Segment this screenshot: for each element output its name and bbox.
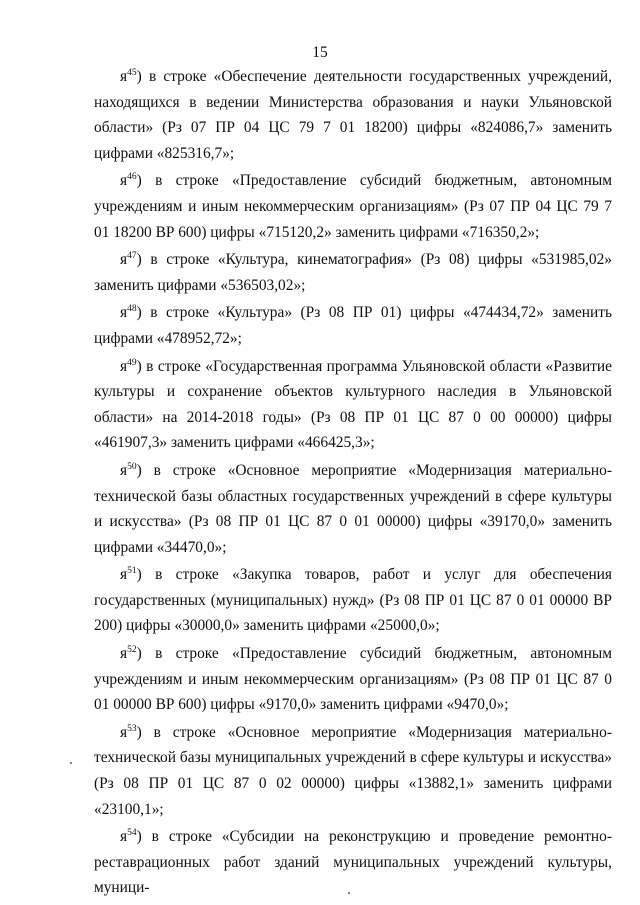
item-letter: я (120, 172, 128, 190)
item-letter: я (120, 461, 128, 479)
amendment-paragraph: $я^{51}$) в строке «Закупка товаров, работ и услуг для обеспечения государственных (муниципальных) нужд» (Рз 08 ПР 01 ЦС 87 0 01 00000 ВР 200) цифры «30000,0» заменить цифрами «25000,0»; (94, 566, 612, 635)
item-text: в строке «Культура» (Рз 08 ПР 01) цифры «474434,72» заменить цифрами «478952,72»; (94, 304, 612, 347)
item-text: в строке «Культура, кинематография» (Рз 08) цифры «531985,02» заменить цифрами «536503,02»; (94, 251, 612, 294)
item-letter: я (120, 645, 128, 663)
item-text: в строке «Обеспечение деятельности государственных учреждений, находящихся в ведении Министерства образования и науки Ульяновской области» (Рз 07 ПР 04 ЦС 79 7 01 18200) цифры «824086,7» заменить цифрами «825316,7»; (94, 68, 612, 162)
amendment-paragraph: $я^{53}$) в строке «Основное мероприятие «Модернизация материально-технической базы муниципальных учреждений в сфере культуры и искусства» (Рз 08 ПР 01 ЦС 87 0 02 00000) цифры «13882,1» заменить цифрами «23100,1»; (94, 723, 612, 818)
amendment-paragraph: $я^{54}$) в строке «Субсидии на реконструкцию и проведение ремонтно-реставрационных работ зданий муниципальных учреждений культуры, муници- (94, 828, 612, 897)
item-text: в строке «Предоставление субсидий бюджетным, автономным учреждениям и иным некоммерческим организациям» (Рз 08 ПР 01 ЦС 87 0 01 00000 ВР 600) цифры «9170,0» заменить цифрами «9470,0»; (94, 645, 612, 714)
item-number: 45 (127, 67, 137, 78)
scan-speck (348, 892, 350, 894)
item-number: 51 (127, 566, 137, 577)
item-letter: я (120, 357, 128, 375)
item-number: 54 (127, 828, 137, 839)
item-number: 50 (127, 461, 137, 472)
item-number: 49 (127, 357, 137, 368)
item-number: 48 (127, 304, 137, 315)
item-number: 52 (127, 644, 137, 655)
amendment-paragraph: $я^{49}$) в строке «Государственная программа Ульяновской области «Развитие культуры и сохранение объектов культурного наследия в Ульяновской области» на 2014-2018 годы» (Рз 08 ПР 01 ЦС 87 0 00 00000) цифры «461907,3» заменить цифрами «466425,3»; (94, 357, 612, 452)
item-letter: я (120, 723, 128, 741)
item-letter: я (120, 566, 128, 584)
amendment-paragraph: $я^{48}$) в строке «Культура» (Рз 08 ПР 01) цифры «474434,72» заменить цифрами «478952,72»; (94, 304, 612, 347)
item-letter: я (120, 251, 128, 269)
scan-speck (70, 762, 72, 764)
item-text: в строке «Основное мероприятие «Модернизация материально-технической базы областных государственных учреждений в сфере культуры и искусства» (Рз 08 ПР 01 ЦС 87 0 01 00000) цифры «39170,0» заменить цифрами «34470,0»; (94, 461, 612, 556)
item-text: в строке «Основное мероприятие «Модернизация материально-технической базы муниципальных учреждений в сфере культуры и искусства» (Рз 08 ПР 01 ЦС 87 0 02 00000) цифры «13882,1» заменить цифрами «23100,1»; (94, 723, 612, 818)
item-text: в строке «Государственная программа Ульяновской области «Развитие культуры и сохранение объектов культурного наследия в Ульяновской области» на 2014-2018 годы» (Рз 08 ПР 01 ЦС 87 0 00 00000) цифры «461907,3» заменить цифрами «466425,3»; (94, 357, 612, 452)
item-number: 46 (127, 172, 137, 183)
amendment-paragraph: $я^{50}$) в строке «Основное мероприятие «Модернизация материально-технической базы областных государственных учреждений в сфере культуры и искусства» (Рз 08 ПР 01 ЦС 87 0 01 00000) цифры «39170,0» заменить цифрами «34470,0»; (94, 461, 612, 556)
item-text: в строке «Предоставление субсидий бюджетным, автономным учреждениям и иным некоммерческим организациям» (Рз 07 ПР 04 ЦС 79 7 01 18200 ВР 600) цифры «715120,2» заменить цифрами «716350,2»; (94, 172, 612, 241)
amendment-paragraph: $я^{47}$) в строке «Культура, кинематография» (Рз 08) цифры «531985,02» заменить цифрами «536503,02»; (94, 251, 612, 294)
item-text: в строке «Субсидии на реконструкцию и проведение ремонтно-реставрационных работ зданий муниципальных учреждений культуры, муници- (94, 828, 612, 897)
item-number: 53 (127, 723, 137, 734)
item-letter: я (120, 828, 128, 846)
document-body (94, 64, 612, 903)
amendment-paragraph: $я^{45}$) в строке «Обеспечение деятельности государственных учреждений, находящихся в ведении Министерства образования и науки Ульяновской области» (Рз 07 ПР 04 ЦС 79 7 01 18200) цифры «824086,7» заменить цифрами «825316,7»; (94, 67, 612, 162)
item-text: в строке «Закупка товаров, работ и услуг для обеспечения государственных (муниципальных) нужд» (Рз 08 ПР 01 ЦС 87 0 01 00000 ВР 200) цифры «30000,0» заменить цифрами «25000,0»; (94, 566, 612, 635)
item-letter: я (120, 68, 128, 85)
page-number: 15 (312, 44, 328, 61)
item-letter: я (120, 304, 128, 322)
item-number: 47 (127, 251, 137, 262)
amendment-paragraph: $я^{52}$) в строке «Предоставление субсидий бюджетным, автономным учреждениям и иным некоммерческим организациям» (Рз 08 ПР 01 ЦС 87 0 01 00000 ВР 600) цифры «9170,0» заменить цифрами «9470,0»; (94, 644, 612, 714)
amendment-paragraph: $я^{46}$) в строке «Предоставление субсидий бюджетным, автономным учреждениям и иным некоммерческим организациям» (Рз 07 ПР 04 ЦС 79 7 01 18200 ВР 600) цифры «715120,2» заменить цифрами «716350,2»; (94, 172, 612, 241)
